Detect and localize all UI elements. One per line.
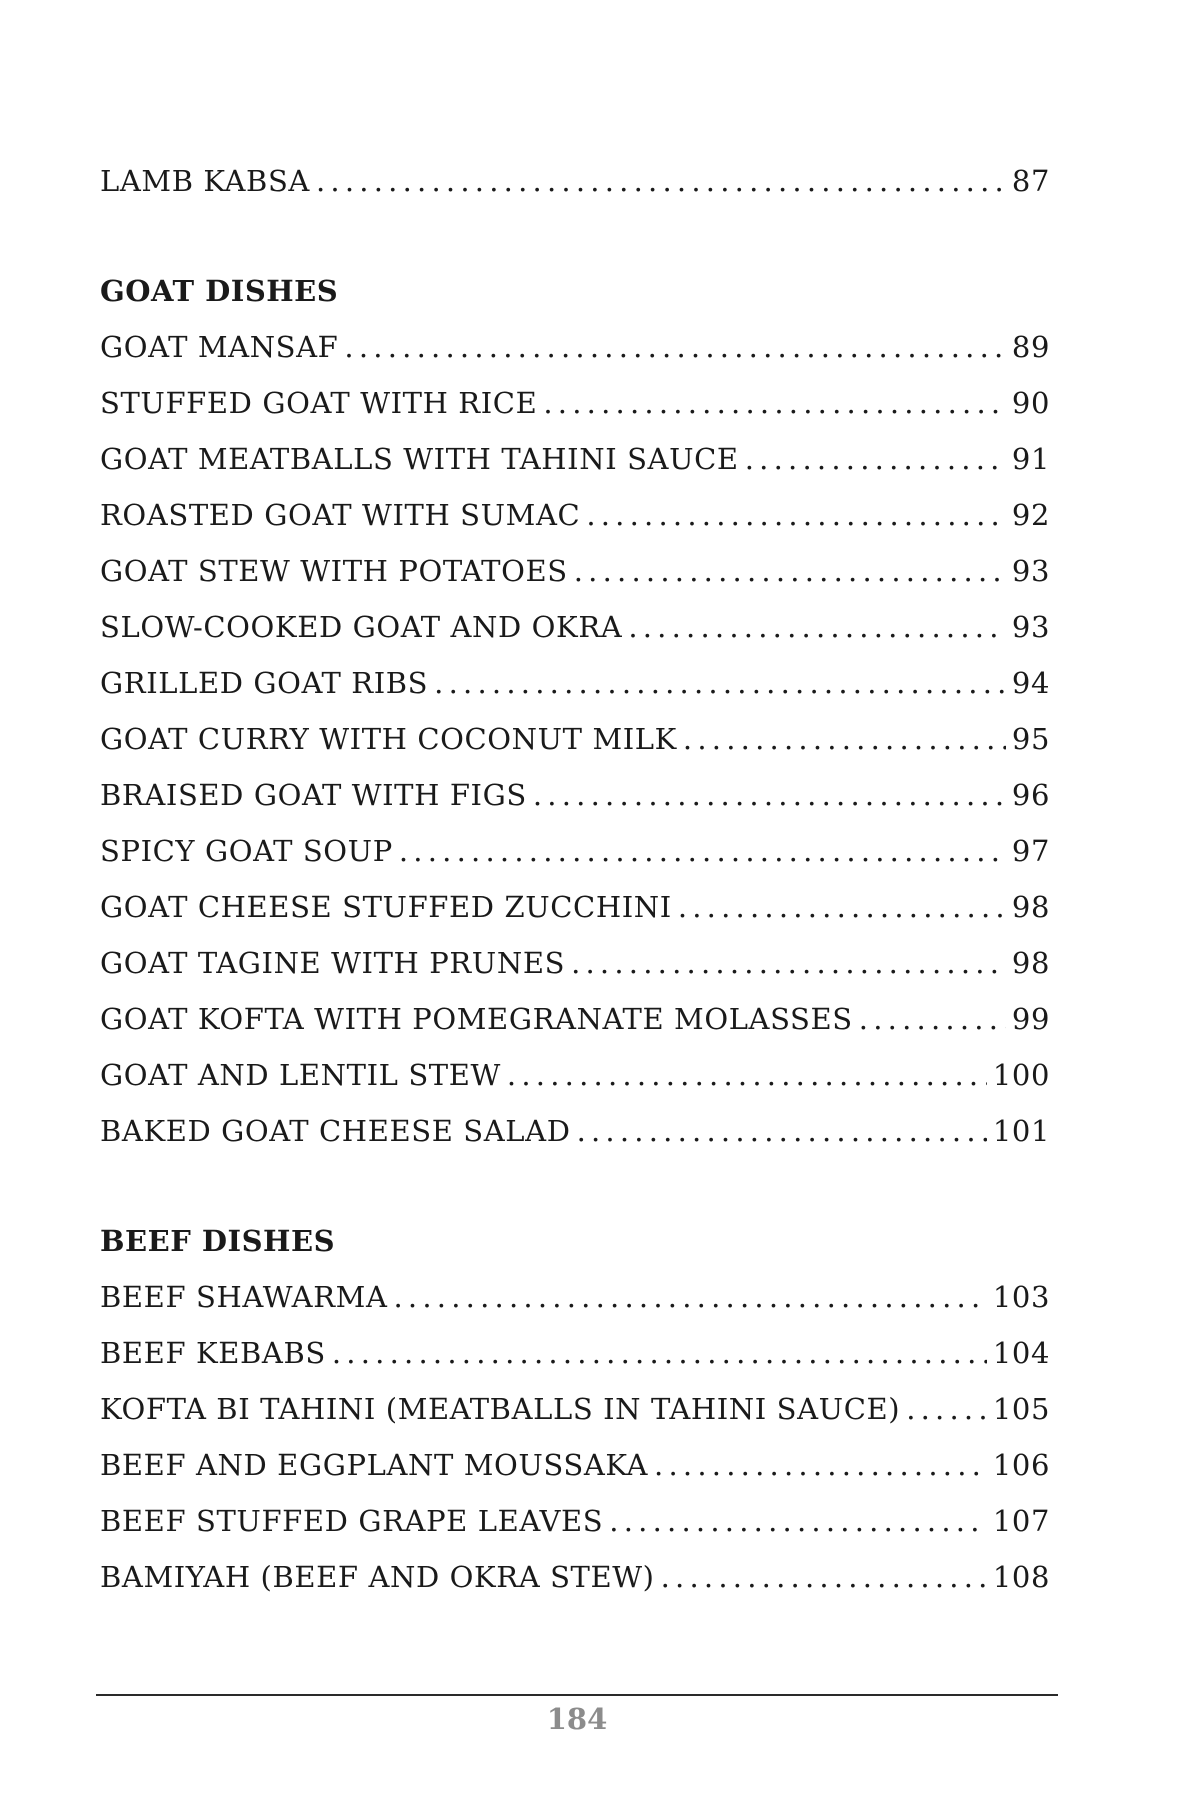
toc-entry-title: GOAT CURRY WITH COCONUT MILK	[100, 722, 677, 756]
dot-leader	[574, 543, 1006, 599]
toc-entry-page: 92	[1011, 498, 1050, 532]
dot-leader	[507, 1047, 987, 1103]
dot-leader	[577, 1103, 987, 1159]
dot-leader	[434, 655, 1006, 711]
dot-leader	[654, 1437, 987, 1493]
dot-leader	[906, 1381, 987, 1437]
toc-entry-page: 97	[1011, 834, 1050, 868]
table-of-contents	[100, 153, 1050, 1605]
dot-leader	[399, 823, 1006, 879]
toc-entry-title: KOFTA BI TAHINI (MEATBALLS IN TAHINI SAUCE)	[100, 1392, 901, 1426]
toc-entry-page: 91	[1011, 442, 1050, 476]
toc-entry-page: 90	[1011, 386, 1050, 420]
toc-entry-title: LAMB KABSA	[100, 164, 310, 198]
toc-entry-title: BAMIYAH (BEEF AND OKRA STEW)	[100, 1560, 655, 1594]
toc-entry-page: 101	[992, 1114, 1050, 1148]
toc-entry-title: GOAT TAGINE WITH PRUNES	[100, 946, 566, 980]
toc-entry-title: BEEF SHAWARMA	[100, 1280, 388, 1314]
dot-leader	[543, 375, 1006, 431]
toc-entry-page: 89	[1011, 330, 1050, 364]
toc-entry-page: 99	[1011, 1002, 1050, 1036]
toc-entry-page: 93	[1011, 554, 1050, 588]
toc-entry	[100, 1047, 1050, 1103]
toc-entry-title: STUFFED GOAT WITH RICE	[100, 386, 538, 420]
toc-entry-page: 87	[1011, 164, 1050, 198]
toc-entry-page: 98	[1011, 890, 1050, 924]
toc-entry	[100, 879, 1050, 935]
toc-entry-page: 100	[992, 1058, 1050, 1092]
toc-entry-page: 94	[1011, 666, 1050, 700]
section-heading: BEEF DISHES	[100, 1224, 336, 1258]
toc-entry-title: GRILLED GOAT RIBS	[100, 666, 429, 700]
toc-entry	[100, 431, 1050, 487]
toc-entry	[100, 823, 1050, 879]
toc-entry	[100, 767, 1050, 823]
dot-leader	[316, 153, 1006, 209]
page-number: 184	[546, 1702, 608, 1736]
toc-entry	[100, 543, 1050, 599]
toc-entry-title: BAKED GOAT CHEESE SALAD	[100, 1114, 571, 1148]
toc-entry-page: 107	[992, 1504, 1050, 1538]
toc-entry-page: 95	[1011, 722, 1050, 756]
dot-leader	[332, 1325, 987, 1381]
toc-entry	[100, 1549, 1050, 1605]
toc-entry-title: BEEF STUFFED GRAPE LEAVES	[100, 1504, 604, 1538]
dot-leader	[533, 767, 1006, 823]
toc-entry-page: 93	[1011, 610, 1050, 644]
dot-leader	[628, 599, 1006, 655]
toc-entry	[100, 1437, 1050, 1493]
toc-entry	[100, 991, 1050, 1047]
toc-entry-title: GOAT MANSAF	[100, 330, 339, 364]
dot-leader	[344, 319, 1005, 375]
toc-entry	[100, 655, 1050, 711]
dot-leader	[745, 431, 1006, 487]
toc-entry	[100, 935, 1050, 991]
toc-entry	[100, 153, 1050, 209]
toc-entry-page: 106	[992, 1448, 1050, 1482]
toc-entry	[100, 1325, 1050, 1381]
dot-leader	[661, 1549, 987, 1605]
toc-entry-title: BRAISED GOAT WITH FIGS	[100, 778, 527, 812]
toc-entry	[100, 487, 1050, 543]
toc-entry-page: 98	[1011, 946, 1050, 980]
toc-entry-page: 104	[992, 1336, 1050, 1370]
toc-entry-page: 108	[992, 1560, 1050, 1594]
toc-entry-title: BEEF KEBABS	[100, 1336, 326, 1370]
toc-entry-title: SPICY GOAT SOUP	[100, 834, 393, 868]
dot-leader	[609, 1493, 987, 1549]
toc-entry-page: 105	[992, 1392, 1050, 1426]
dot-leader	[683, 711, 1006, 767]
toc-entry	[100, 1493, 1050, 1549]
toc-entry-title: ROASTED GOAT WITH SUMAC	[100, 498, 581, 532]
toc-entry-title: BEEF AND EGGPLANT MOUSSAKA	[100, 1448, 649, 1482]
toc-entry	[100, 599, 1050, 655]
toc-entry	[100, 1269, 1050, 1325]
toc-entry-title: GOAT AND LENTIL STEW	[100, 1058, 501, 1092]
dot-leader	[394, 1269, 987, 1325]
toc-entry-title: GOAT KOFTA WITH POMEGRANATE MOLASSES	[100, 1002, 853, 1036]
footer-divider	[96, 1694, 1058, 1696]
dot-leader	[678, 879, 1006, 935]
toc-entry	[100, 375, 1050, 431]
toc-entry	[100, 319, 1050, 375]
toc-entry	[100, 1103, 1050, 1159]
toc-entry	[100, 1381, 1050, 1437]
toc-entry-title: SLOW-COOKED GOAT AND OKRA	[100, 610, 623, 644]
toc-entry	[100, 711, 1050, 767]
toc-entry-page: 103	[992, 1280, 1050, 1314]
dot-leader	[571, 935, 1006, 991]
dot-leader	[586, 487, 1006, 543]
dot-leader	[859, 991, 1006, 1047]
toc-entry-page: 96	[1011, 778, 1050, 812]
toc-entry-title: GOAT MEATBALLS WITH TAHINI SAUCE	[100, 442, 739, 476]
toc-entry-title: GOAT STEW WITH POTATOES	[100, 554, 568, 588]
section-heading: GOAT DISHES	[100, 274, 339, 308]
toc-entry-title: GOAT CHEESE STUFFED ZUCCHINI	[100, 890, 672, 924]
